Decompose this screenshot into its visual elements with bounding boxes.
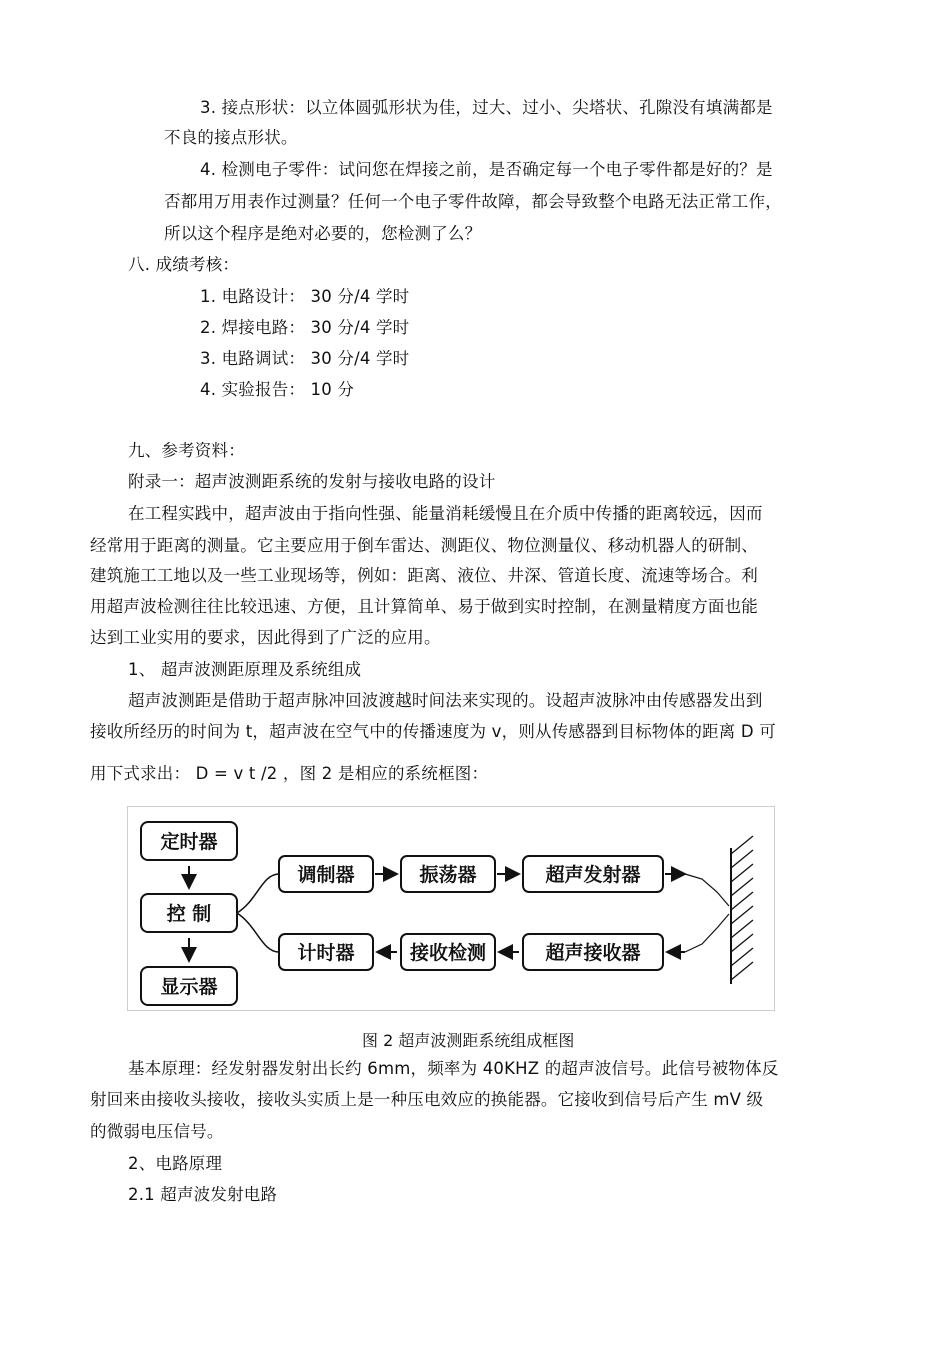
text-line: 4. 检测电子零件：试问您在焊接之前，是否确定每一个电子零件都是好的？是 [200, 160, 773, 179]
text-line: 3. 接点形状：以立体圆弧形状为佳，过大、过小、尖塔状、孔隙没有填满都是 [200, 98, 773, 117]
text-line: 超声波测距是借助于超声脉冲回波渡越时间法来实现的。设超声波脉冲由传感器发出到 [128, 691, 763, 710]
subsection-heading: 2、电路原理 [128, 1154, 223, 1173]
list-item: 1. 电路设计： 30 分/4 学时 [200, 287, 410, 306]
appendix-title: 附录一：超声波测距系统的发射与接收电路的设计 [128, 472, 496, 491]
text-line: 否都用万用表作过测量？任何一个电子零件故障，都会导致整个电路无法正常工作， [164, 192, 782, 211]
text-line: 建筑施工工地以及一些工业现场等，例如：距离、液位、井深、管道长度、流速等场合。利 [90, 566, 758, 585]
list-item: 4. 实验报告： 10 分 [200, 380, 355, 399]
text-line: 的微弱电压信号。 [90, 1122, 224, 1141]
transmitter-label: 超声发射器 [545, 864, 641, 886]
modulator-label: 调制器 [297, 864, 355, 886]
text-line: 所以这个程序是绝对必要的，您检测了么？ [164, 224, 482, 243]
list-item: 3. 电路调试： 30 分/4 学时 [200, 349, 410, 368]
display-label: 显示器 [160, 976, 218, 998]
section-heading: 八. 成绩考核： [128, 255, 240, 274]
text-line: 不良的接点形状。 [164, 128, 298, 147]
text-line: 射回来由接收头接收，接收头实质上是一种压电效应的换能器。它接收到信号后产生 mV 级 [90, 1090, 764, 1109]
text-line: 用超声波检测往往比较迅速、方便，且计算简单、易于做到实时控制，在测量精度方面也能 [90, 597, 758, 616]
timer-label: 定时器 [160, 831, 218, 853]
system-block-diagram [127, 806, 775, 1011]
text-line: 在工程实践中，超声波由于指向性强、能量消耗缓慢且在介质中传播的距离较远，因而 [128, 504, 763, 523]
receiver-label: 超声接收器 [545, 942, 641, 964]
subsection-heading: 1、 超声波测距原理及系统组成 [128, 660, 362, 679]
text-line: 达到工业实用的要求，因此得到了广泛的应用。 [90, 628, 441, 647]
text-line: 基本原理：经发射器发射出长约 6mm，频率为 40KHZ 的超声波信号。此信号被物体反 [128, 1059, 779, 1078]
detector-label: 接收检测 [409, 942, 487, 964]
control-label: 控 制 [166, 903, 212, 925]
text-line: 经常用于距离的测量。它主要应用于倒车雷达、测距仪、物位测量仪、移动机器人的研制、 [90, 536, 758, 555]
list-item: 2. 焊接电路： 30 分/4 学时 [200, 318, 410, 337]
oscillator-label: 振荡器 [419, 864, 477, 886]
subsection-heading: 2.1 超声波发射电路 [128, 1185, 278, 1204]
counter-label: 计时器 [297, 942, 355, 964]
text-line: 用下式求出： D = v t /2 ，图 2 是相应的系统框图： [90, 764, 489, 783]
figure-caption: 图 2 超声波测距系统组成框图 [362, 1031, 575, 1050]
text-line: 接收所经历的时间为 t，超声波在空气中的传播速度为 v，则从传感器到目标物体的距离 D 可 [90, 722, 776, 741]
section-heading: 九、参考资料： [128, 441, 245, 460]
